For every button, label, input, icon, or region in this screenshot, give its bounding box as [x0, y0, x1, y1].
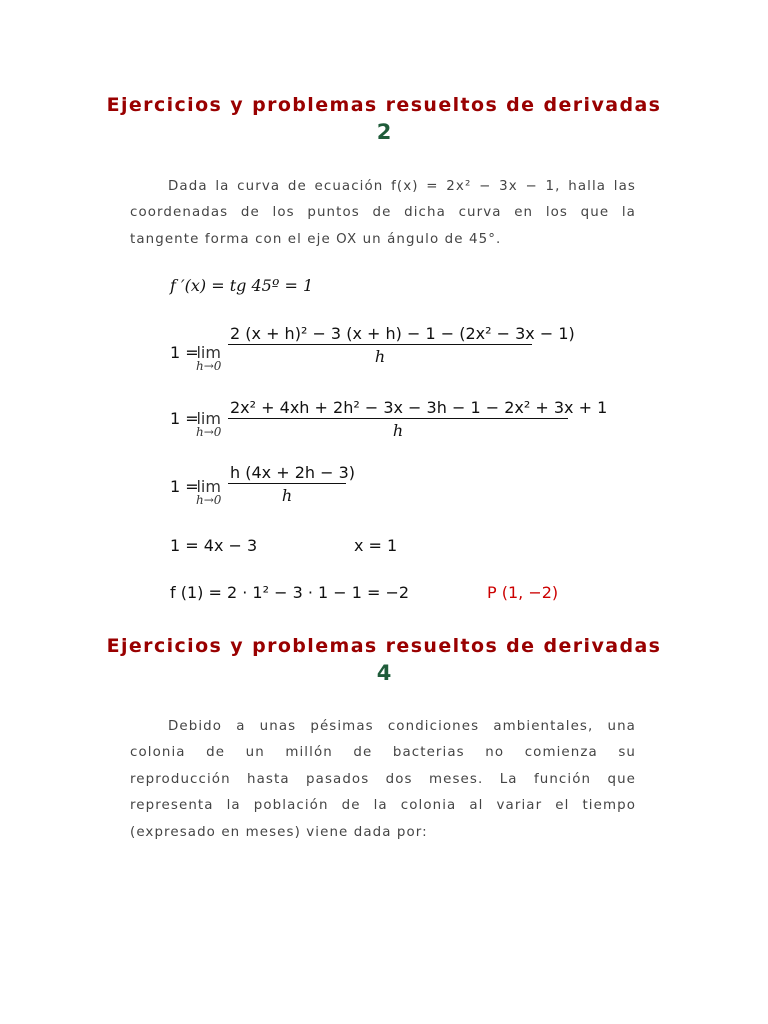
limit-subscript: h→0	[196, 359, 222, 373]
section-2-paragraph	[130, 714, 636, 846]
limit-lhs: 1 =	[170, 409, 199, 428]
limit-fraction	[228, 398, 608, 440]
limit-operator	[196, 343, 221, 373]
section-2-heading: Ejercicios y problemas resueltos de derivadas	[106, 635, 662, 657]
fraction-denominator: h	[281, 486, 293, 505]
limit-operator	[196, 477, 221, 507]
fraction-denominator: h	[392, 421, 404, 440]
section-1-number: 2	[376, 120, 392, 144]
fraction-denominator: h	[374, 347, 386, 366]
section-1-heading: Ejercicios y problemas resueltos de derivadas	[106, 94, 662, 116]
limit-fraction	[228, 324, 575, 366]
fraction-numerator: 2x² + 4xh + 2h² − 3x − 3h − 1 − 2x² + 3x + 1	[230, 398, 608, 417]
x-solution: x = 1	[354, 536, 398, 555]
paragraph-line: tangente forma con el eje OX un ángulo de 45°.	[130, 231, 502, 247]
derivative-equation: f ′(x) = tg 45º = 1	[170, 276, 314, 295]
paragraph-line: coordenadas de los puntos de dicha curva en los que la	[130, 205, 636, 221]
paragraph-line: Debido a unas pésimas condiciones ambientales, una	[168, 719, 636, 734]
limit-label: lim	[196, 343, 221, 362]
limit-label: lim	[196, 409, 221, 428]
limit-fraction	[228, 463, 356, 505]
result-point: P (1, −2)	[487, 583, 559, 602]
limit-lhs: 1 =	[170, 477, 199, 496]
section-1-paragraph	[130, 174, 636, 253]
limit-label: lim	[196, 477, 221, 496]
linear-equation: 1 = 4x − 3	[170, 536, 258, 555]
paragraph-line: Dada la curva de ecuación f(x) = 2x² − 3x − 1, halla las	[168, 179, 636, 194]
fraction-numerator: 2 (x + h)² − 3 (x + h) − 1 − (2x² − 3x − 1)	[230, 324, 575, 343]
fraction-numerator: h (4x + 2h − 3)	[230, 463, 356, 482]
function-evaluation: f (1) = 2 · 1² − 3 · 1 − 1 = −2	[170, 583, 410, 602]
limit-operator	[196, 409, 221, 439]
paragraph-line: representa la población de la colonia al variar el tiempo	[130, 798, 636, 814]
limit-lhs: 1 =	[170, 343, 199, 362]
paragraph-line: (expresado en meses) viene dada por:	[130, 824, 428, 840]
limit-subscript: h→0	[196, 493, 222, 507]
limit-subscript: h→0	[196, 425, 222, 439]
paragraph-line: reproducción hasta pasados dos meses. La función que	[130, 771, 636, 787]
paragraph-line: colonia de un millón de bacterias no comienza su	[130, 745, 636, 761]
section-2-number: 4	[376, 661, 392, 685]
